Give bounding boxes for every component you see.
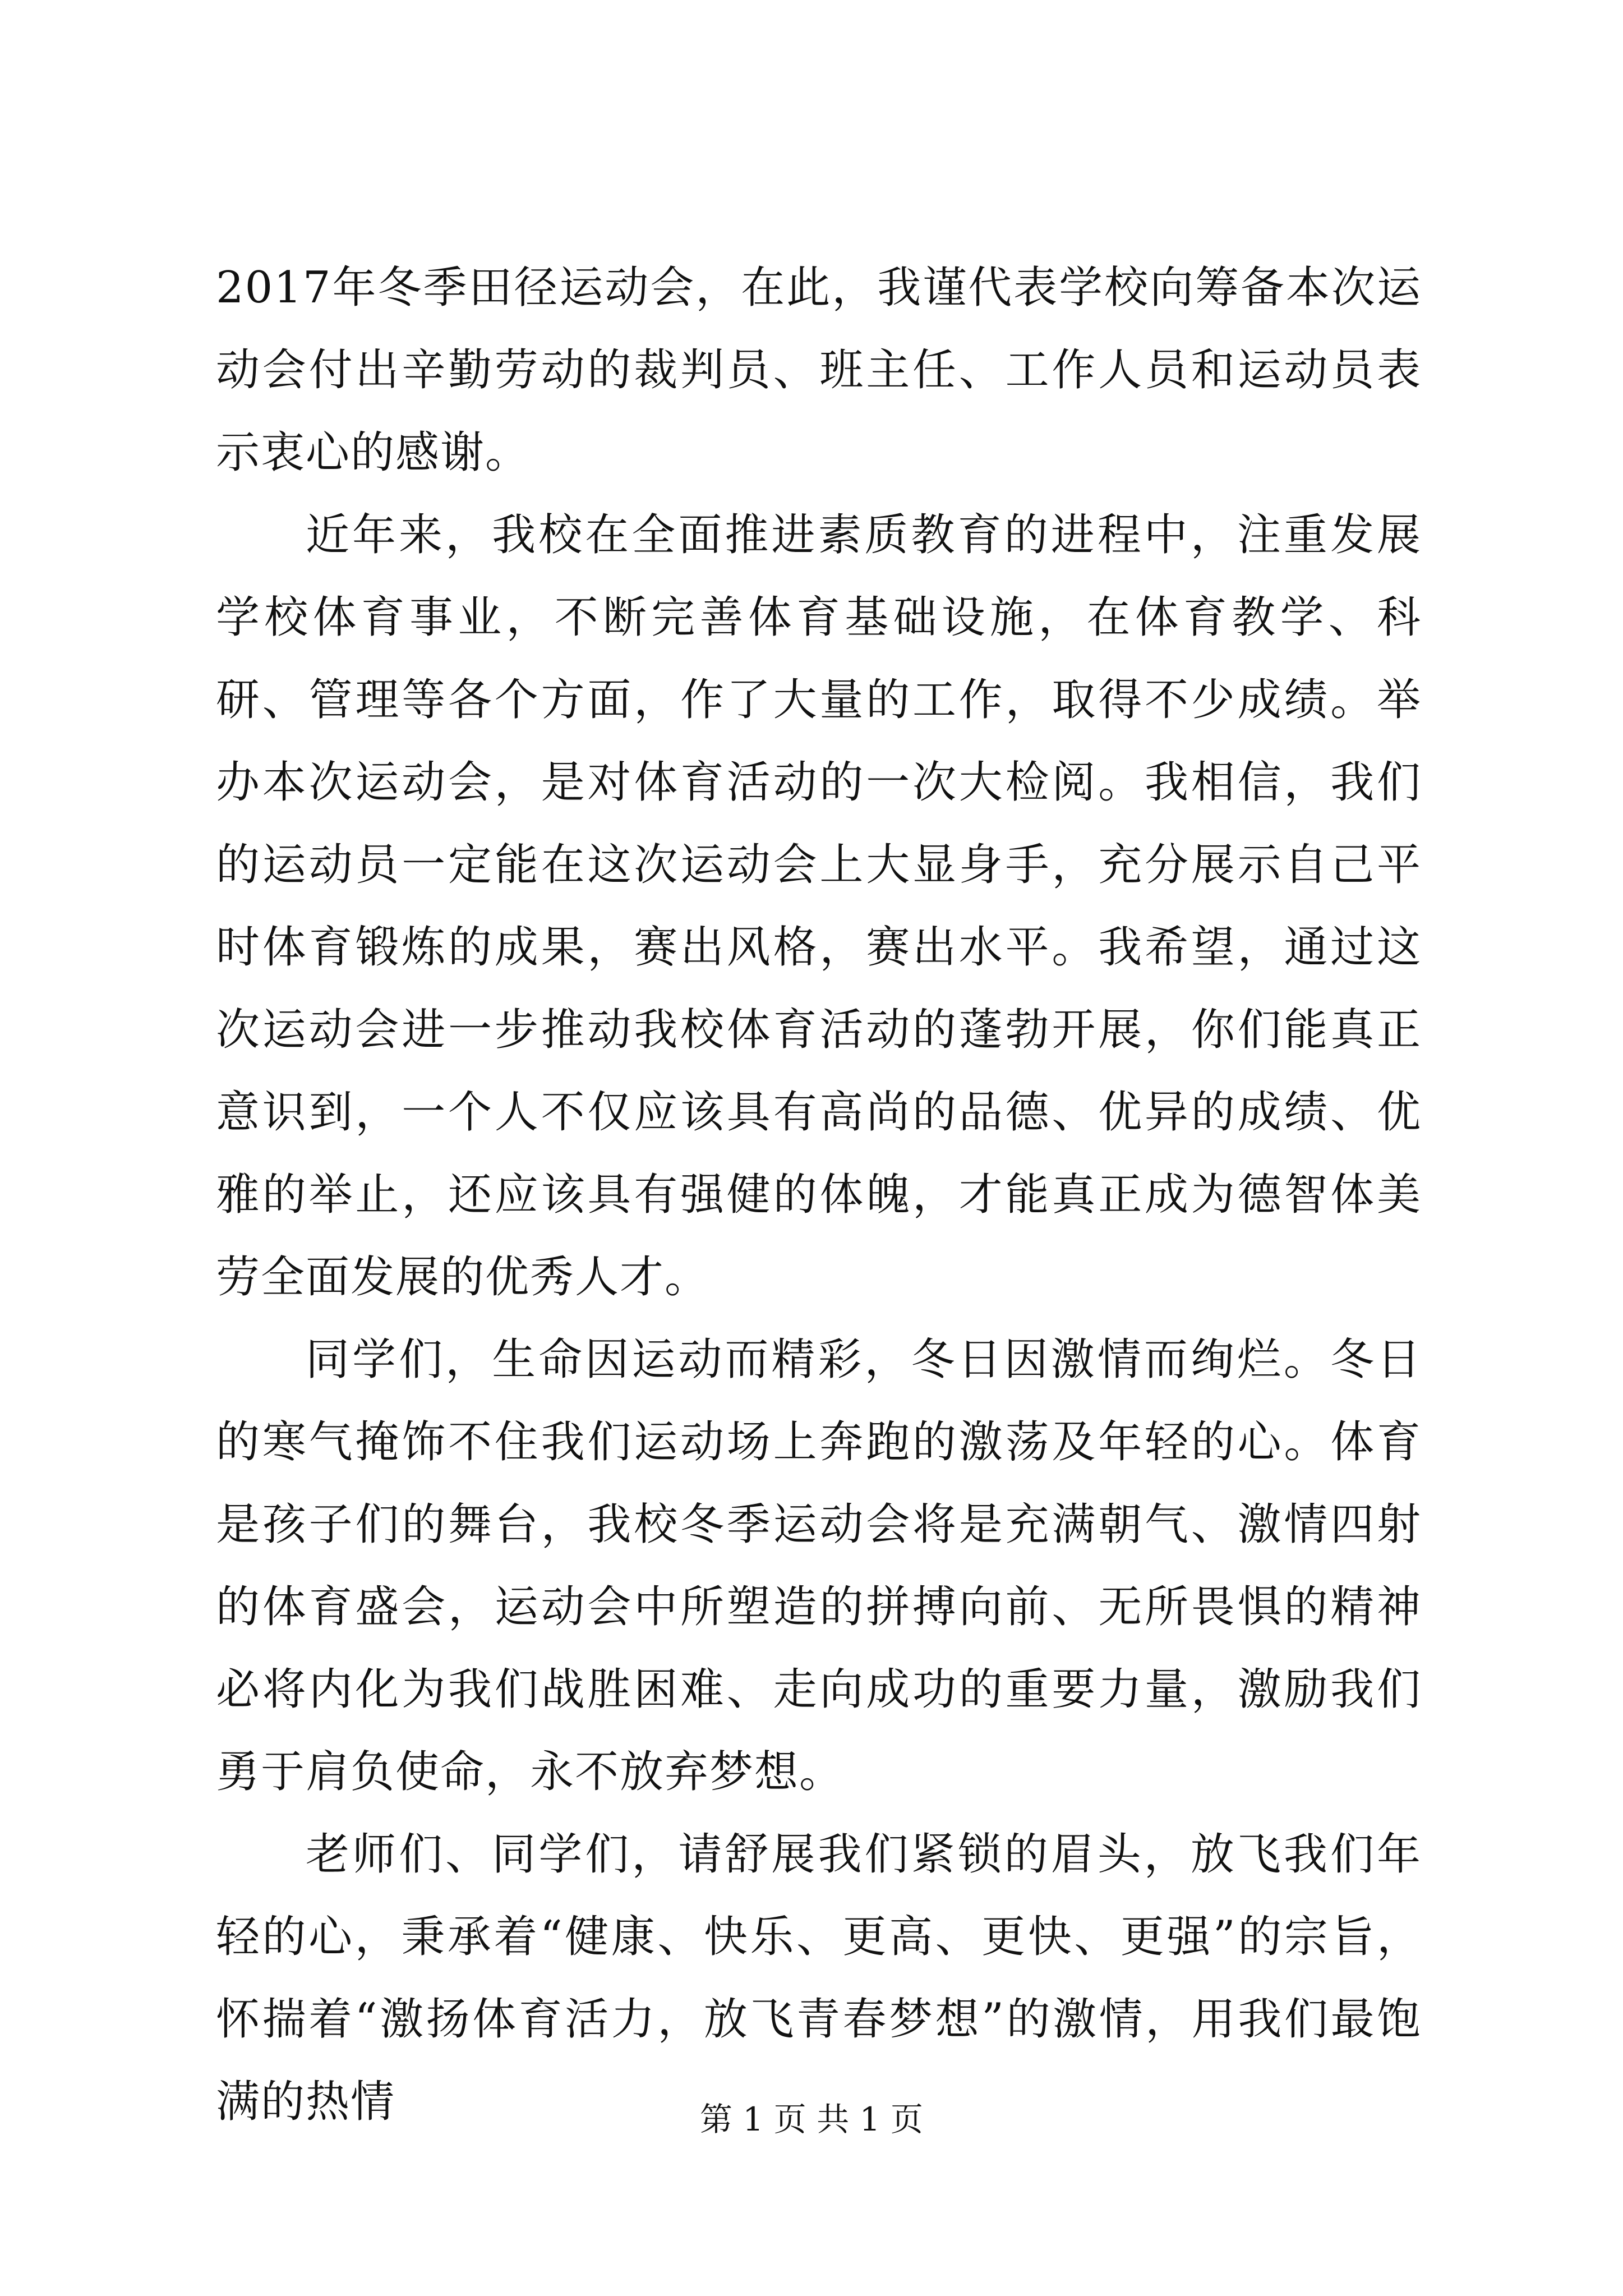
paragraph-2: 近年来，我校在全面推进素质教育的进程中，注重发展学校体育事业，不断完善体育基础设施，在体育教学、科研、管理等各个方面，作了大量的工作，取得不少成绩。举办本次运动会，是对体育活动的一次大检阅。我相信，我们的运动员一定能在这次运动会上大显身手，充分展示自己平时体育锻炼的成果，赛出风格，赛出水平。我希望，通过这次运动会进一步推动我校体育活动的蓬勃开展，你们能真正意识到，一个人不仅应该具有高尚的品德、优异的成绩、优雅的举止，还应该具有强健的体魄，才能真正成为德智体美劳全面发展的优秀人才。 <box>216 510 1422 1303</box>
page-number-label: 第 1 页 共 1 页 <box>700 2100 923 2138</box>
paragraph-1: 2017年冬季田径运动会，在此，我谨代表学校向筹备本次运动会付出辛勤劳动的裁判员、班主任、工作人员和运动员表示衷心的感谢。 <box>216 263 1422 478</box>
document-body <box>216 247 1422 2143</box>
page-footer <box>0 2097 1623 2142</box>
paragraph-3: 同学们，生命因运动而精彩，冬日因激情而绚烂。冬日的寒气掩饰不住我们运动场上奔跑的激荡及年轻的心。体育是孩子们的舞台，我校冬季运动会将是充满朝气、激情四射的体育盛会，运动会中所塑造的拼搏向前、无所畏惧的精神必将内化为我们战胜困难、走向成功的重要力量，激励我们勇于肩负使命，永不放弃梦想。 <box>216 1335 1422 1797</box>
paragraph-4: 老师们、同学们，请舒展我们紧锁的眉头，放飞我们年轻的心，秉承着“健康、快乐、更高、更快、更强”的宗旨，怀揣着“激扬体育活力，放飞青春梦想”的激情，用我们最饱满的热情 <box>216 1829 1422 2127</box>
